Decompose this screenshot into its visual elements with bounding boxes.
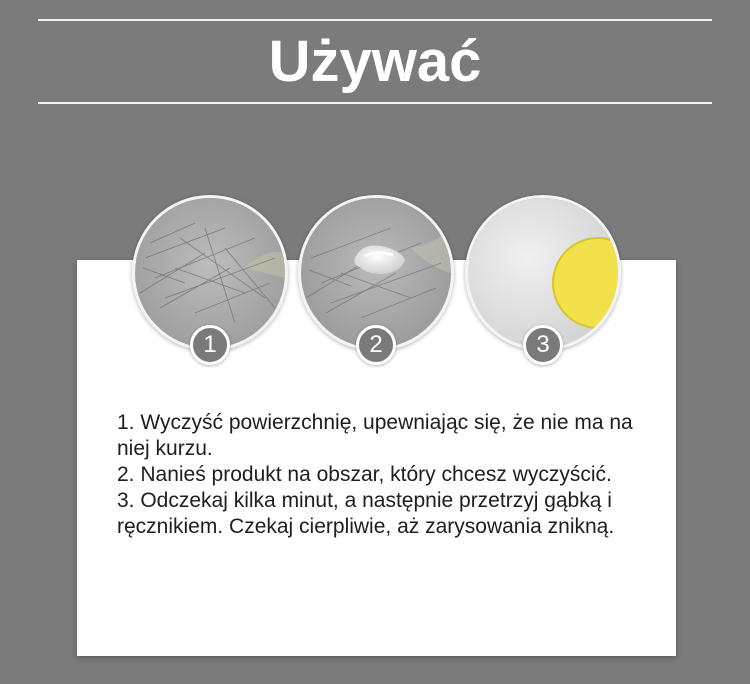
instruction-step-3: 3. Odczekaj kilka minut, a następnie przetrzyj gąbką i ręcznikiem. Czekaj cierpliwie, aż zarysowania znikną.: [117, 489, 615, 538]
bottom-divider: [38, 102, 712, 104]
instruction-step-2: 2. Nanieś produkt na obszar, który chcesz wyczyścić.: [117, 463, 612, 486]
step-3: [465, 195, 621, 358]
step-1: [132, 195, 288, 358]
page-title: Używać: [268, 29, 482, 94]
instruction-step-1: 1. Wyczyść powierzchnię, upewniając się, że nie ma na niej kurzu.: [117, 411, 633, 460]
step-2: [298, 195, 454, 358]
step-number-badge: 3: [523, 325, 563, 365]
step-number-badge: 2: [356, 325, 396, 365]
instructions-list: [117, 410, 657, 540]
step-number-badge: 1: [190, 325, 230, 365]
top-divider: [38, 19, 712, 21]
